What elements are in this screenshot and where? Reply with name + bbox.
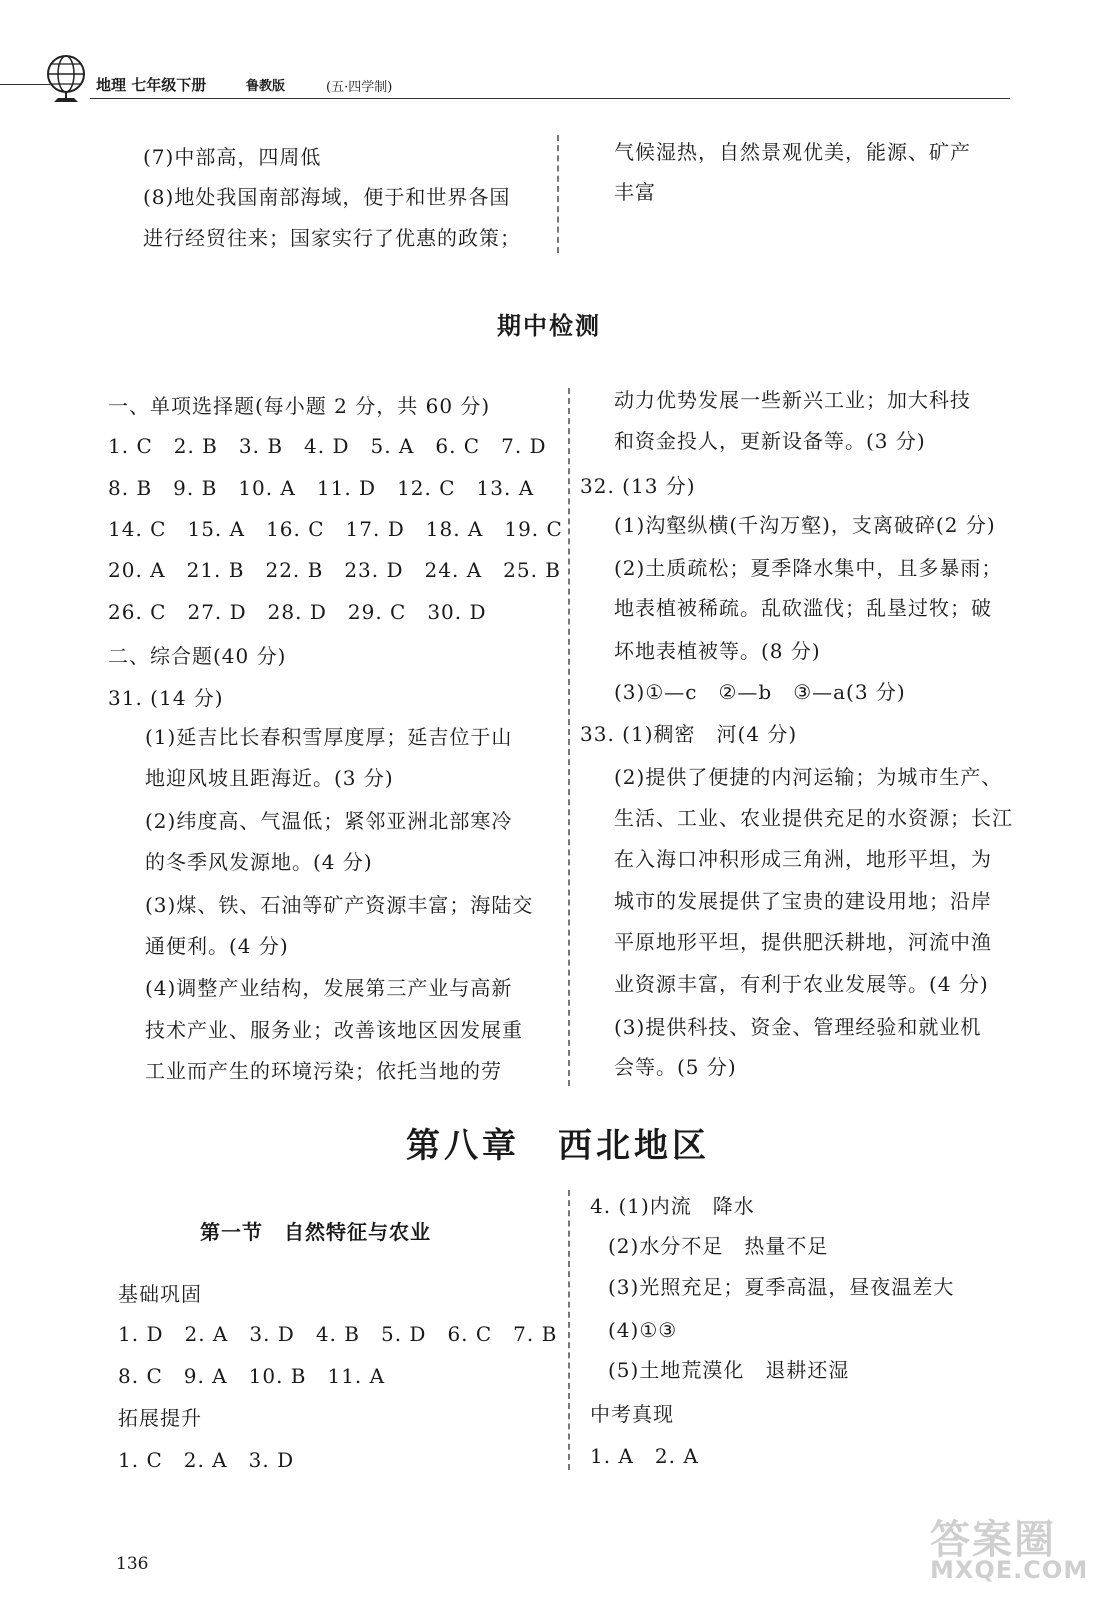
text-line: 通便利。(4 分)	[145, 934, 289, 958]
text-line: 丰富	[614, 180, 656, 204]
text-line: 基础巩固	[118, 1282, 202, 1306]
midterm-title: 期中检测	[497, 312, 601, 340]
text-line: (3)提供科技、资金、管理经验和就业机	[614, 1015, 982, 1039]
text-line: 1. C 2. A 3. D	[118, 1448, 295, 1472]
text-line: (1)延吉比长春积雪厚度厚；延吉位于山	[145, 725, 513, 749]
text-line: 的冬季风发源地。(4 分)	[145, 850, 373, 874]
text-line: 地迎风坡且距海近。(3 分)	[145, 766, 394, 790]
text-line: (2)提供了便捷的内河运输；为城市生产、	[614, 765, 1003, 789]
text-line: (4)①③	[608, 1318, 678, 1342]
text-line: 8. B 9. B 10. A 11. D 12. C 13. A	[108, 476, 535, 500]
page-number: 136	[116, 1554, 149, 1574]
text-line: 20. A 21. B 22. B 23. D 24. A 25. B	[108, 558, 561, 582]
text-line: 坏地表植被等。(8 分)	[614, 639, 821, 663]
header-rule-left	[0, 84, 50, 85]
text-line: (8)地处我国南部海域，便于和世界各国	[143, 185, 511, 209]
text-line: 1. C 2. B 3. B 4. D 5. A 6. C 7. D	[108, 434, 547, 458]
header-subtitle: (五·四学制)	[326, 80, 393, 95]
text-line: 地表植被稀疏。乱砍滥伐；乱垦过牧；破	[614, 596, 992, 620]
text-line: 技术产业、服务业；改善该地区因发展重	[145, 1018, 523, 1042]
header-edition: 鲁教版	[246, 79, 286, 94]
text-line: (7)中部高，四周低	[143, 145, 322, 169]
text-line: (4)调整产业结构，发展第三产业与高新	[145, 976, 513, 1000]
text-line: (3)①—c ②—b ③—a(3 分)	[614, 680, 906, 704]
text-line: (2)纬度高、气温低；紧邻亚洲北部寒冷	[145, 809, 513, 833]
text-line: 业资源丰富，有利于农业发展等。(4 分)	[614, 972, 989, 996]
column-divider	[568, 388, 570, 1086]
text-line: (2)土质疏松；夏季降水集中，且多暴雨；	[614, 556, 1003, 580]
text-line: 拓展提升	[118, 1406, 202, 1430]
text-line: 平原地形平坦，提供肥沃耕地，河流中渔	[614, 930, 992, 954]
text-line: (3)煤、铁、石油等矿产资源丰富；海陆交	[145, 893, 534, 917]
watermark-url: MXQE.COM	[930, 1556, 1089, 1584]
header-title: 地理 七年级下册	[96, 76, 207, 94]
column-divider	[557, 135, 559, 253]
text-line: 8. C 9. A 10. B 11. A	[118, 1364, 386, 1388]
text-line: 生活、工业、农业提供充足的水资源；长江	[614, 806, 1013, 830]
text-line: 工业而产生的环境污染；依托当地的劳	[145, 1059, 502, 1083]
section-title: 第一节 自然特征与农业	[200, 1220, 431, 1244]
text-line: (3)光照充足；夏季高温，昼夜温差大	[608, 1275, 955, 1299]
text-line: 在入海口冲积形成三角洲，地形平坦，为	[614, 847, 992, 871]
text-line: 进行经贸往来；国家实行了优惠的政策；	[143, 226, 521, 250]
chapter-title: 第八章 西北地区	[406, 1126, 710, 1166]
text-line: 城市的发展提供了宝贵的建设用地；沿岸	[614, 889, 992, 913]
text-line: (5)土地荒漠化 退耕还湿	[608, 1358, 850, 1382]
text-line: 气候湿热，自然景观优美，能源、矿产	[614, 140, 971, 164]
text-line: 会等。(5 分)	[614, 1055, 737, 1079]
text-line: 动力优势发展一些新兴工业；加大科技	[614, 388, 971, 412]
text-line: 一、单项选择题(每小题 2 分，共 60 分)	[108, 394, 491, 418]
watermark-logo: 答案圈	[930, 1517, 1056, 1563]
text-line: (1)沟壑纵横(千沟万壑)，支离破碎(2 分)	[614, 513, 996, 537]
text-line: 32. (13 分)	[580, 474, 696, 498]
text-line: 中考真现	[590, 1402, 674, 1426]
text-line: 4. (1)内流 降水	[590, 1194, 755, 1218]
column-divider	[568, 1190, 570, 1470]
text-line: 26. C 27. D 28. D 29. C 30. D	[108, 600, 487, 624]
text-line: 二、综合题(40 分)	[108, 644, 287, 668]
text-line: 和资金投人，更新设备等。(3 分)	[614, 429, 926, 453]
header-rule	[90, 98, 1010, 99]
globe-icon	[44, 52, 90, 104]
text-line: (2)水分不足 热量不足	[608, 1234, 829, 1258]
text-line: 33. (1)稠密 河(4 分)	[580, 722, 798, 746]
text-line: 1. A 2. A	[590, 1444, 699, 1468]
text-line: 31. (14 分)	[108, 686, 224, 710]
text-line: 14. C 15. A 16. C 17. D 18. A 19. C	[108, 517, 563, 541]
text-line: 1. D 2. A 3. D 4. B 5. D 6. C 7. B	[118, 1322, 558, 1346]
